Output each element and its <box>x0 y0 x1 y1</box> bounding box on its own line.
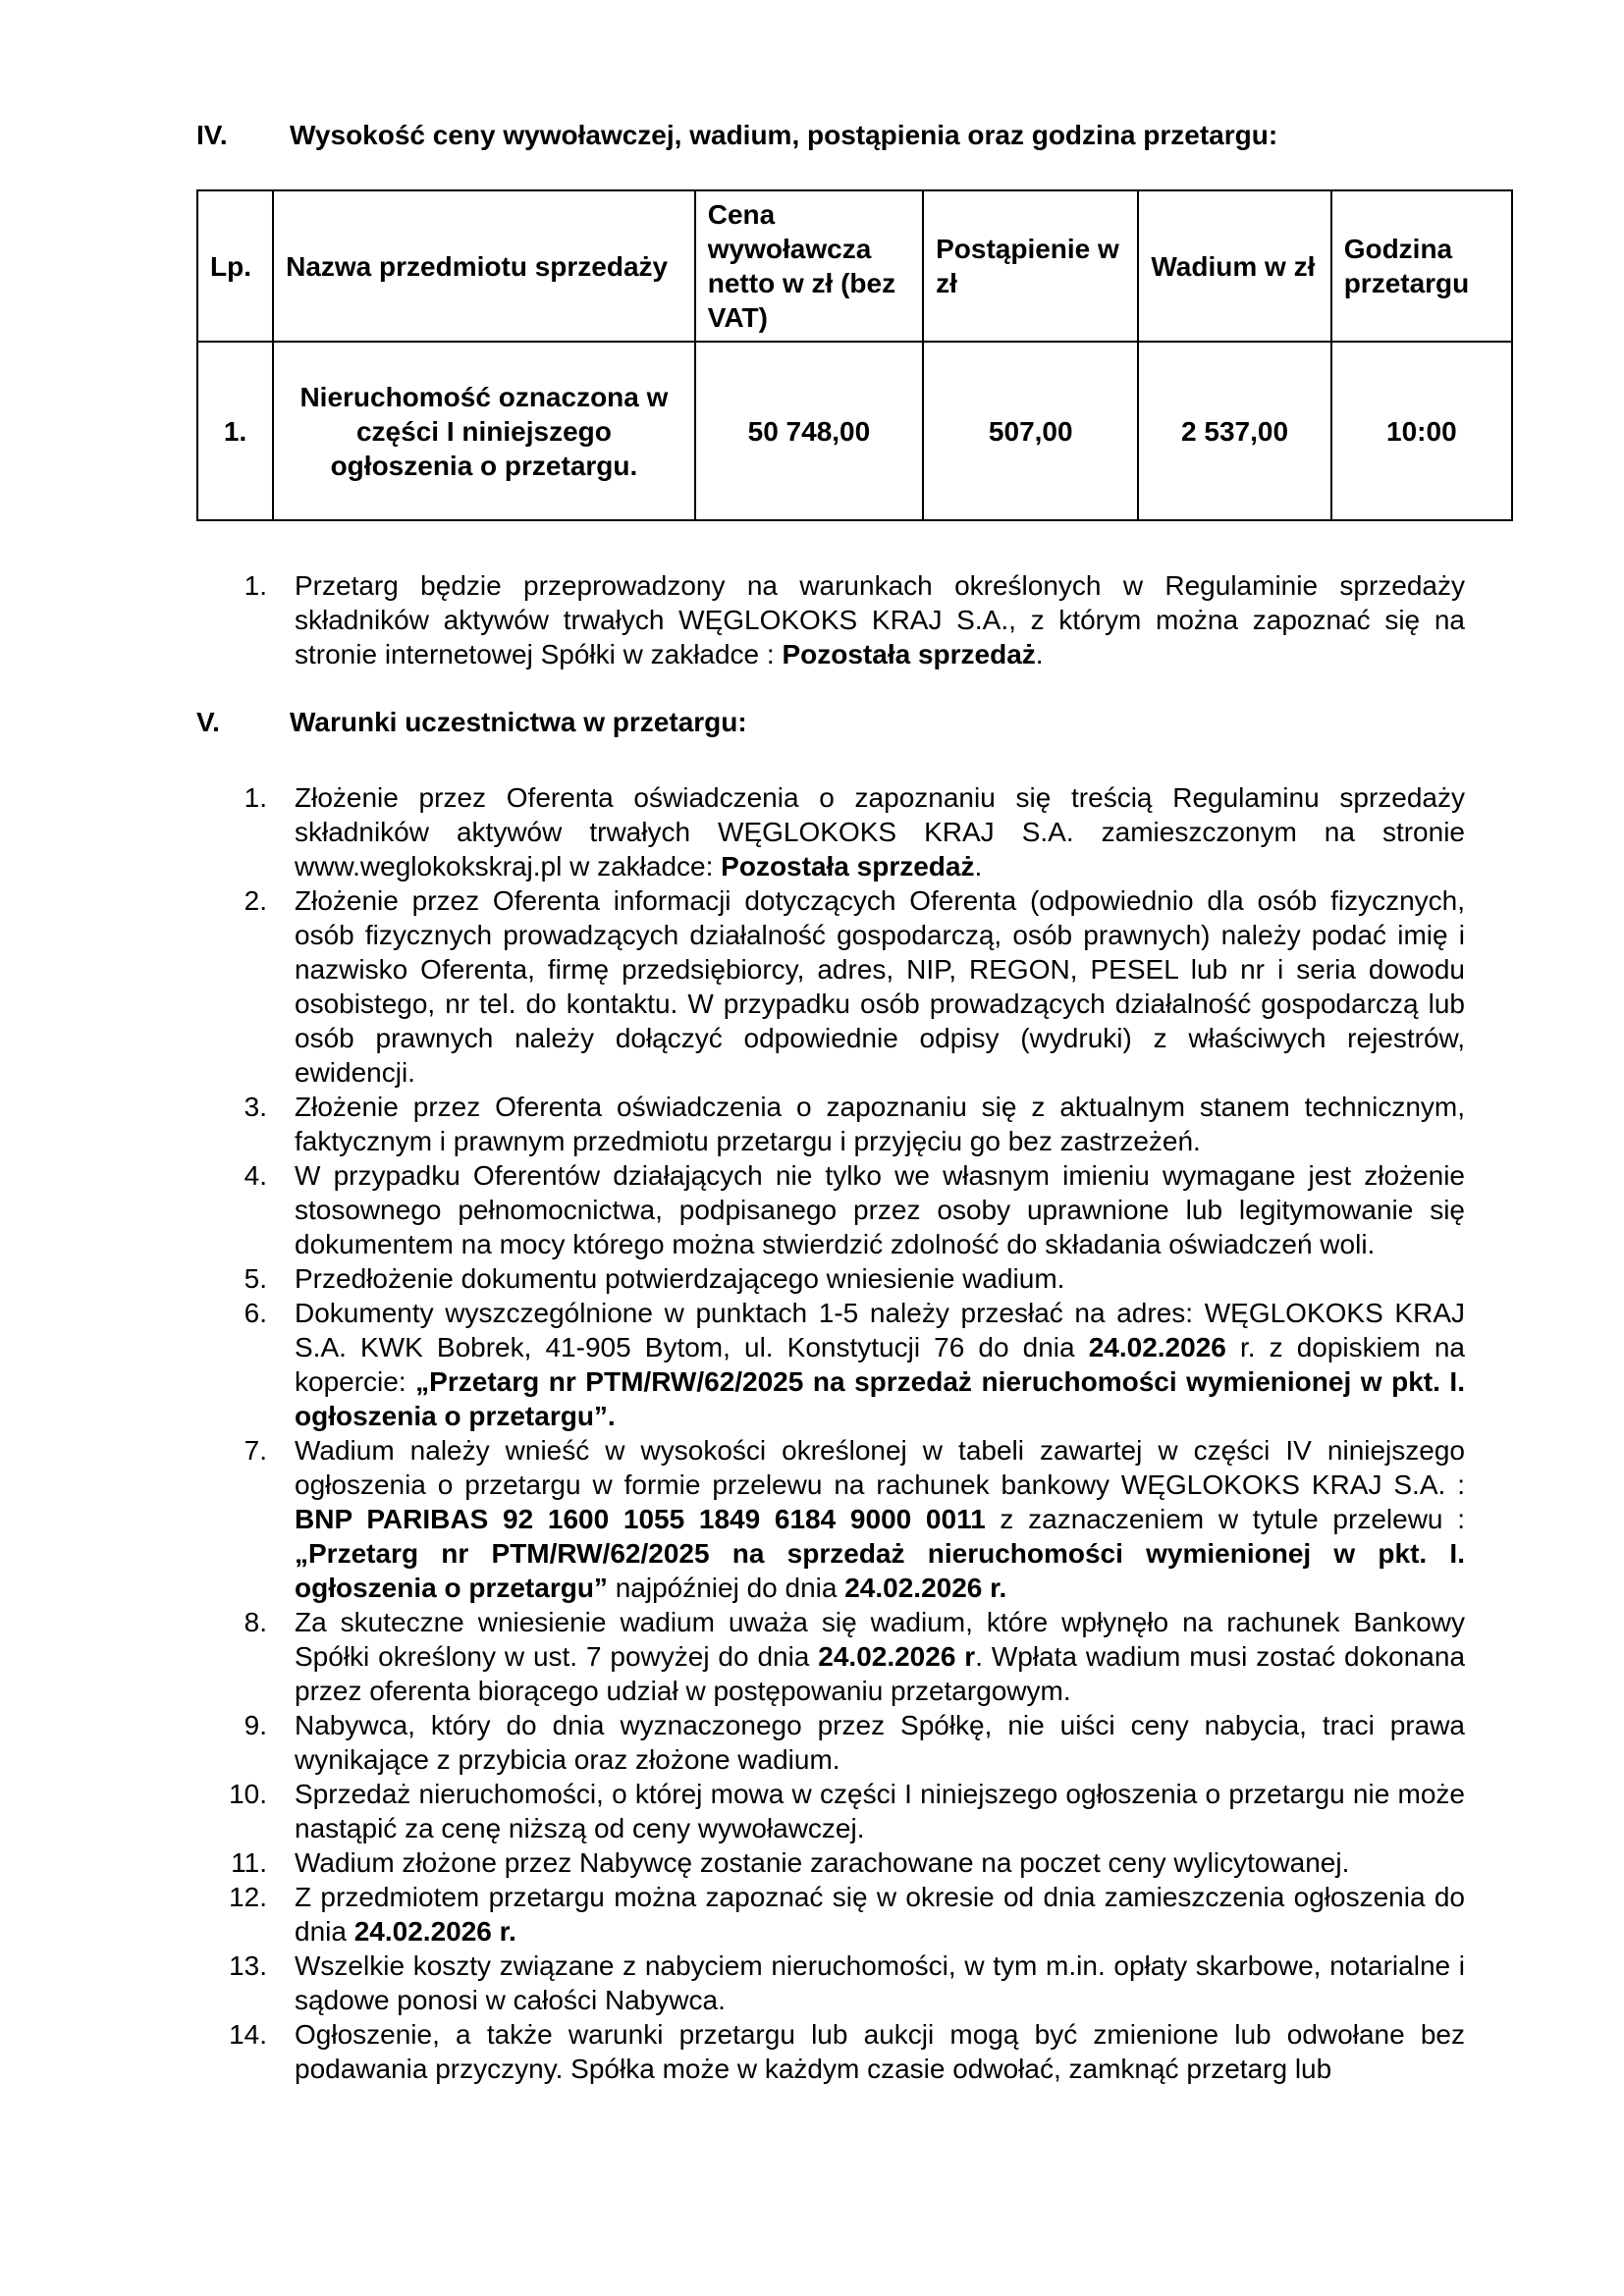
text-run: Złożenie przez Oferenta oświadczenia o zapoznaniu się z aktualnym stanem technicznym, faktycznym i prawnym przedmiotu przetargu i przyjęciu go bez zastrzeżeń. <box>295 1092 1465 1156</box>
item-text <box>295 782 1465 881</box>
bold-text-run: 24.02.2026 <box>1088 1332 1226 1362</box>
list-item <box>196 780 1465 883</box>
bold-text-run: 24.02.2026 r. <box>353 1916 516 1947</box>
bold-text-run: Pozostała sprzedaż <box>782 639 1036 669</box>
item-text <box>295 1950 1465 2015</box>
list-item <box>196 2017 1465 2086</box>
section-v-number: V. <box>196 707 220 737</box>
text-run: . Wpłata wadium musi zostać dokonana przez oferenta biorącego udział w postępowaniu przetargowym. <box>295 1641 1466 1706</box>
item-number: 1. <box>244 782 267 813</box>
item-text <box>295 1882 1465 1947</box>
list-item <box>196 1777 1465 1845</box>
text-run: Złożenie przez Oferenta oświadczenia o zapoznaniu się treścią Regulaminu sprzedaży składników aktywów trwałych WĘGLOKOKS KRAJ S.A. zamieszczonym na stronie www.weglokokskraj.pl w zakładce: <box>295 782 1465 881</box>
col-header-godzina: Godzina przetargu <box>1331 190 1512 342</box>
text-run: . <box>1035 639 1044 669</box>
item-number: 7. <box>244 1435 267 1466</box>
section-v-title: Warunki uczestnictwa w przetargu: <box>290 707 747 737</box>
item-number: 8. <box>244 1607 267 1637</box>
text-run: Za skuteczne wniesienie wadium uważa się wadium, które wpłynęło na rachunek Bankowy Spółki określony w ust. 7 powyżej do dnia <box>295 1607 1465 1672</box>
bold-text-run: Pozostała sprzedaż <box>721 851 975 881</box>
text-run: Wadium złożone przez Nabywcę zostanie zarachowane na poczet ceny wylicytowanej. <box>295 1847 1350 1878</box>
col-header-postapienie: Postąpienie w zł <box>923 190 1138 342</box>
cell-postapienie: 507,00 <box>923 342 1138 520</box>
text-run: W przypadku Oferentów działających nie tylko we własnym imieniu wymagane jest złożenie stosownego pełnomocnictwa, podpisanego przez osoby uprawnione lub legitymowanie się dokumentem na mocy którego można stwierdzić zdolność do składania oświadczeń woli. <box>295 1160 1465 1259</box>
cell-lp: 1. <box>197 342 273 520</box>
auction-parameters-table <box>196 189 1513 521</box>
item-number: 6. <box>244 1298 267 1328</box>
section-iv-number: IV. <box>196 120 228 150</box>
text-run: Przedłożenie dokumentu potwierdzającego wniesienie wadium. <box>295 1263 1065 1294</box>
item-number: 12. <box>229 1882 267 1912</box>
text-run: Ogłoszenie, a także warunki przetargu lub aukcji mogą być zmienione lub odwołane bez podawania przyczyny. Spółka może w każdym czasie odwołać, zamknąć przetarg lub <box>295 2019 1465 2084</box>
cell-godzina: 10:00 <box>1331 342 1512 520</box>
item-text <box>295 1160 1465 1259</box>
text-run: . <box>974 851 983 881</box>
text-run: Nabywca, który do dnia wyznaczonego przez Spółkę, nie uiści ceny nabycia, traci prawa wynikające z przybicia oraz złożone wadium. <box>295 1710 1465 1775</box>
list-item <box>196 1261 1465 1296</box>
item-number: 13. <box>229 1950 267 1981</box>
item-text <box>295 1435 1465 1603</box>
col-header-lp: Lp. <box>197 190 273 342</box>
col-header-wadium: Wadium w zł <box>1138 190 1330 342</box>
cell-cena: 50 748,00 <box>695 342 923 520</box>
text-run: Złożenie przez Oferenta informacji dotyczących Oferenta (odpowiednio dla osób fizycznych, osób fizycznych prowadzących działalność gospodarczą, osób prawnych) należy podać imię i nazwisko Oferenta, firmę przedsiębiorcy, adres, NIP, REGON, PESEL lub nr i seria dowodu osobistego, nr tel. do kontaktu. W przypadku osób prowadzących działalność gospodarczą lub osób prawnych należy dołączyć odpowiednie odpisy (wydruki) z właściwych rejestrów, ewidencji. <box>295 885 1465 1088</box>
item-text <box>295 1298 1465 1431</box>
item-text <box>295 2019 1465 2084</box>
list-item <box>196 568 1465 671</box>
cell-nazwa: Nieruchomość oznaczona w części I niniejszego ogłoszenia o przetargu. <box>273 342 695 520</box>
bold-text-run: „Przetarg nr PTM/RW/62/2025 na sprzedaż nieruchomości wymienionej w pkt. I. ogłoszenia o przetargu”. <box>295 1366 1465 1431</box>
conditions-list <box>196 780 1465 2086</box>
item-number: 10. <box>229 1779 267 1809</box>
list-item <box>196 1949 1465 2017</box>
item-number: 9. <box>244 1710 267 1740</box>
text-run: r. z dopiskiem na kopercie: <box>295 1332 1465 1397</box>
bold-text-run: „Przetarg nr PTM/RW/62/2025 na sprzedaż nieruchomości wymienionej w pkt. I. ogłoszenia o przetargu” <box>295 1538 1465 1603</box>
text-run: Wszelkie koszty związane z nabyciem nieruchomości, w tym m.in. opłaty skarbowe, notarialne i sądowe ponosi w całości Nabywca. <box>295 1950 1465 2015</box>
item-number: 11. <box>231 1847 267 1878</box>
text-run: Dokumenty wyszczególnione w punktach 1-5 należy przesłać na adres: WĘGLOKOKS KRAJ S.A. KWK Bobrek, 41-905 Bytom, ul. Konstytucji 76 do dnia <box>295 1298 1465 1362</box>
cell-wadium: 2 537,00 <box>1138 342 1330 520</box>
bold-text-run: BNP PARIBAS 92 1600 1055 1849 6184 9000 0011 <box>295 1504 986 1534</box>
text-run: Wadium należy wnieść w wysokości określonej w tabeli zawartej w części IV niniejszego ogłoszenia o przetargu w formie przelewu na rachunek bankowy WĘGLOKOKS KRAJ S.A. : <box>295 1435 1465 1500</box>
item-number: 5. <box>244 1263 267 1294</box>
text-run: Sprzedaż nieruchomości, o której mowa w części I niniejszego ogłoszenia o przetargu nie może nastąpić za cenę niższą od ceny wywoławczej. <box>295 1779 1465 1843</box>
bold-text-run: 24.02.2026 r <box>818 1641 976 1672</box>
item-text <box>295 1263 1064 1294</box>
col-header-nazwa: Nazwa przedmiotu sprzedaży <box>273 190 695 342</box>
text-run: z zaznaczeniem w tytule przelewu : <box>985 1504 1465 1534</box>
item-text <box>295 570 1465 669</box>
list-item <box>196 1158 1465 1261</box>
item-number: 2. <box>244 885 267 916</box>
list-item <box>196 1605 1465 1708</box>
regulamin-note-list <box>196 568 1465 671</box>
list-item <box>196 1296 1465 1433</box>
item-text <box>295 1847 1349 1878</box>
list-item <box>196 883 1465 1090</box>
list-item <box>196 1845 1465 1880</box>
text-run: Z przedmiotem przetargu można zapoznać się w okresie od dnia zamieszczenia ogłoszenia do dnia <box>295 1882 1465 1947</box>
bold-text-run: 24.02.2026 r. <box>844 1573 1007 1603</box>
item-text <box>295 1092 1465 1156</box>
item-text <box>295 885 1465 1088</box>
document-content <box>196 118 1517 2086</box>
item-number: 3. <box>244 1092 267 1122</box>
section-iv-title: Wysokość ceny wywoławczej, wadium, postąpienia oraz godzina przetargu: <box>290 120 1278 150</box>
item-number: 4. <box>244 1160 267 1191</box>
list-item <box>196 1880 1465 1949</box>
col-header-cena: Cena wywoławcza netto w zł (bez VAT) <box>695 190 923 342</box>
section-v-heading <box>196 705 1517 739</box>
list-item <box>196 1433 1465 1605</box>
table-header-row <box>197 190 1512 342</box>
item-text <box>295 1607 1465 1706</box>
section-iv-heading <box>196 118 1517 152</box>
text-run: Przetarg będzie przeprowadzony na warunkach określonych w Regulaminie sprzedaży składników aktywów trwałych WĘGLOKOKS KRAJ S.A., z którym można zapoznać się na stronie internetowej Spółki w zakładce : <box>295 570 1465 669</box>
list-item <box>196 1708 1465 1777</box>
list-item <box>196 1090 1465 1158</box>
item-number: 14. <box>229 2019 267 2050</box>
table-row <box>197 342 1512 520</box>
item-text <box>295 1779 1465 1843</box>
item-number: 1. <box>244 570 267 601</box>
item-text <box>295 1710 1465 1775</box>
text-run: najpóźniej do dnia <box>607 1573 845 1603</box>
